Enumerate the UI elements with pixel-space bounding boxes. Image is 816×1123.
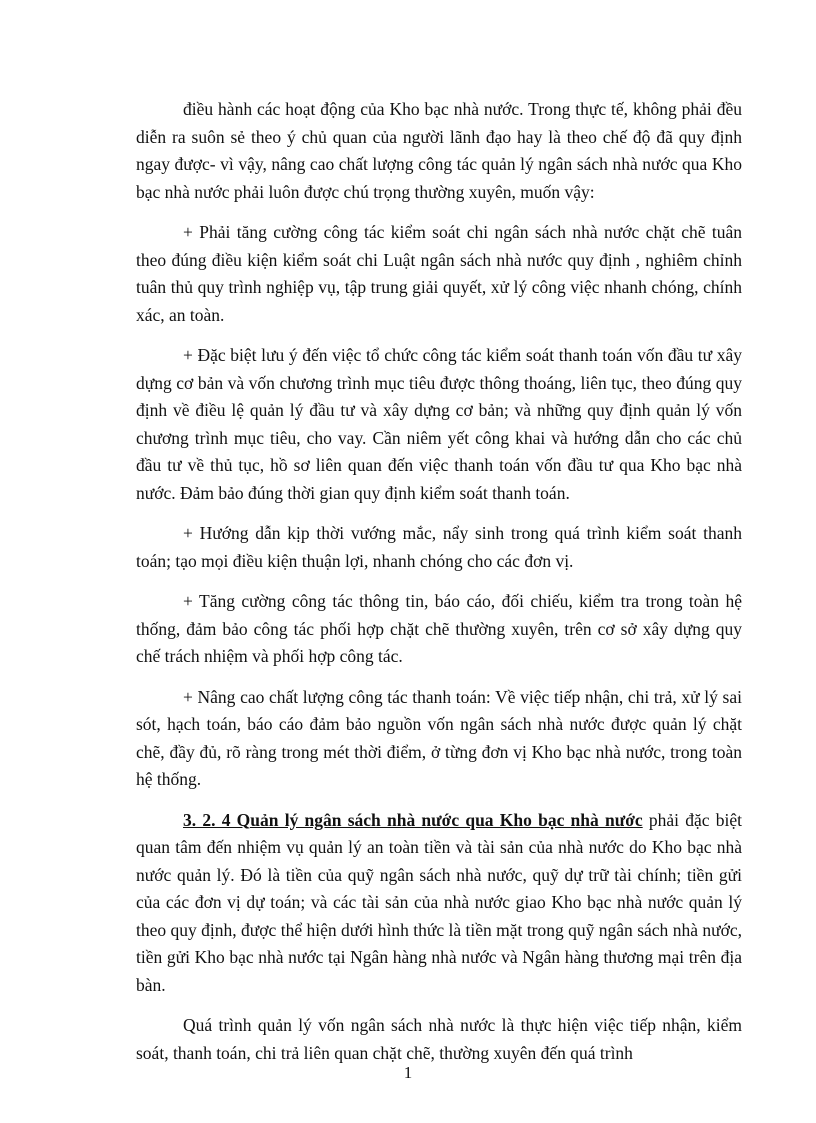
paragraph-information: + Tăng cường công tác thông tin, báo cáo, đối chiếu, kiểm tra trong toàn hệ thống, đảm bảo công tác phối hợp chặt chẽ thường xuyên, trên cơ sở xây dựng quy chế trách nhiệm và phối hợp công tác. <box>136 591 742 666</box>
section-heading: 3. 2. 4 Quản lý ngân sách nhà nước qua Kho bạc nhà nước <box>183 809 643 830</box>
paragraph-expenditure-control: + Phải tăng cường công tác kiểm soát chi ngân sách nhà nước chặt chẽ tuân theo đúng điều kiện kiểm soát chi Luật ngân sách nhà nước quy định , nghiêm chỉnh tuân thủ quy trình nghiệp vụ, tập trung giải quyết, xử lý công việc nhanh chóng, chính xác, an toàn. <box>136 222 742 325</box>
paragraph-payment-quality: + Nâng cao chất lượng công tác thanh toán: Về việc tiếp nhận, chi trả, xử lý sai sót, hạch toán, báo cáo đảm bảo nguồn vốn ngân sách nhà nước được quản lý chặt chẽ, đầy đủ, rõ ràng trong mét thời điểm, ở từng đơn vị Kho bạc nhà nước, trong toàn hệ thống. <box>136 686 742 789</box>
document-page <box>136 96 742 1080</box>
paragraph-section-3-2-4 <box>136 807 742 1000</box>
page-number: 1 <box>403 1063 413 1082</box>
paragraph-closing: Quá trình quản lý vốn ngân sách nhà nước là thực hiện việc tiếp nhận, kiểm soát, thanh toán, chi trả liên quan chặt chẽ, thường xuyên đến quá trình <box>136 1015 742 1063</box>
section-body: phải đặc biệt quan tâm đến nhiệm vụ quản lý an toàn tiền và tài sản của nhà nước do Kho bạc nhà nước quản lý. Đó là tiền của quỹ ngân sách nhà nước, quỹ dự trữ tài chính; tiền gửi của các đơn vị dự toán; và các tài sản của nhà nước giao Kho bạc nhà nước quản lý theo quy định, được thể hiện dưới hình thức là tiền mặt trong quỹ ngân sách nhà nước, tiền gửi Kho bạc nhà nước tại Ngân hàng nhà nước và Ngân hàng thương mại trên địa bàn. <box>136 809 742 995</box>
paragraph-guidance: + Hướng dẫn kịp thời vướng mắc, nẩy sinh trong quá trình kiểm soát thanh toán; tạo mọi điều kiện thuận lợi, nhanh chóng cho các đơn vị. <box>136 523 742 571</box>
paragraph-investment-payment: + Đặc biệt lưu ý đến việc tổ chức công tác kiểm soát thanh toán vốn đầu tư xây dựng cơ bản và vốn chương trình mục tiêu được thông thoáng, liên tục, theo đúng quy định về điều lệ quản lý đầu tư và xây dựng cơ bản; và những quy định quản lý vốn chương trình mục tiêu, cho vay. Cần niêm yết công khai và hướng dẫn cho các chủ đầu tư về thủ tục, hồ sơ liên quan đến việc thanh toán vốn đầu tư qua Kho bạc nhà nước. Đảm bảo đúng thời gian quy định kiểm soát thanh toán. <box>136 345 742 503</box>
paragraph-intro: điều hành các hoạt động của Kho bạc nhà nước. Trong thực tế, không phải đều diễn ra suôn sẻ theo ý chủ quan của người lãnh đạo hay là theo chế độ đã quy định ngay được- vì vậy, nâng cao chất lượng công tác quản lý ngân sách nhà nước qua Kho bạc nhà nước phải luôn được chú trọng thường xuyên, muốn vậy: <box>136 99 742 202</box>
